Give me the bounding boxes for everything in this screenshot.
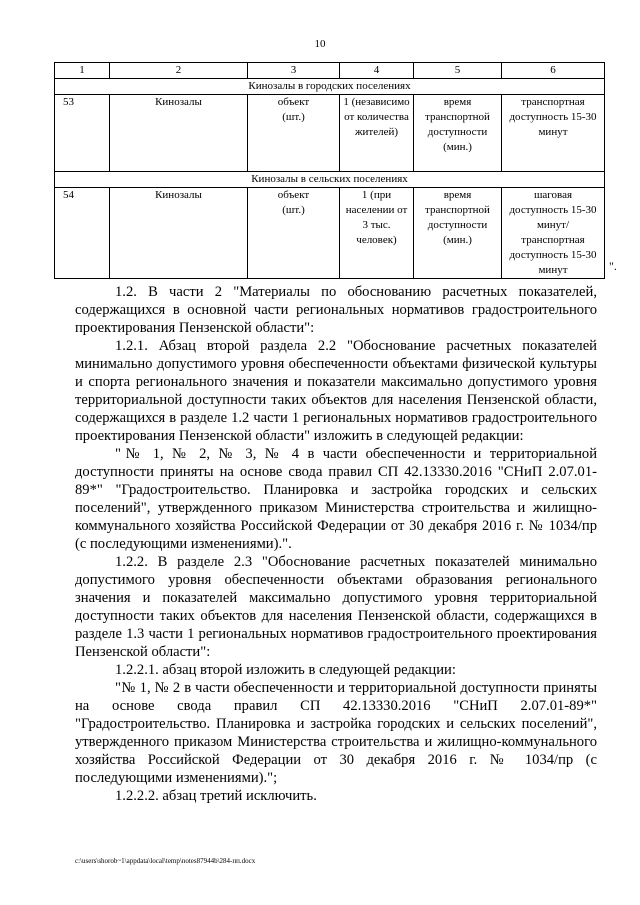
row-indicator: время транспортной доступности (мин.): [414, 188, 502, 279]
row-unit: объект (шт.): [248, 95, 340, 172]
row-number: 54: [55, 188, 110, 279]
row-number: 53: [55, 95, 110, 172]
file-path-footer: c:\users\shorob~1\appdata\local\temp\notes87944b\284-пп.docx: [75, 857, 256, 865]
header-cell: 4: [340, 63, 414, 79]
section-title-urban: Кинозалы в городских поселениях: [55, 79, 605, 95]
section-row-rural: [55, 172, 605, 188]
norms-table: [54, 62, 605, 279]
paragraph: 1.2.1. Абзац второй раздела 2.2 "Обоснование расчетных показателей минимально допустимого уровня обеспеченности объектами физической культуры и спорта регионального значения и показатели максимально допустимого уровня территориальной доступности таких объектов для населения Пензенской области, содержащихся в разделе 1.2 части 1 региональных нормативов градостроительного проектирования Пензенской области" изложить в следующей редакции:: [75, 338, 597, 444]
row-norm: 1 (при населении от 3 тыс. человек): [340, 188, 414, 279]
section-row-urban: [55, 79, 605, 95]
paragraph: 1.2. В части 2 "Материалы по обоснованию расчетных показателей, содержащихся в основной части региональных нормативов градостроительного проектирования Пензенской области":: [75, 284, 597, 336]
page-number: 10: [314, 38, 326, 50]
table-row: [55, 188, 605, 279]
header-cell: 6: [502, 63, 605, 79]
paragraph: 1.2.2.2. абзац третий исключить.: [115, 788, 317, 804]
table-header-row: [55, 63, 605, 79]
paragraph: "№ 1, № 2 в части обеспеченности и территориальной доступности приняты на основе свода правил СП 42.13330.2016 "СНиП 2.07.01-89*" "Градостроительство. Планировка и застройка городских и сельских поселений", утвержденного приказом Министерства строительства и жилищно-коммунального хозяйства Российской Федерации от 30 декабря 2016 г. № 1034/пр (с последующими изменениями).";: [75, 680, 597, 786]
row-indicator: время транспортной доступности (мин.): [414, 95, 502, 172]
row-name: Кинозалы: [110, 188, 248, 279]
document-body: [75, 283, 597, 805]
table-closing-quote: ".: [609, 259, 617, 273]
row-value: шаговая доступность 15-30 минут/ транспортная доступность 15-30 минут: [502, 188, 605, 279]
paragraph: "№ 1, № 2, № 3, № 4 в части обеспеченности и территориальной доступности приняты на основе свода правил СП 42.13330.2016 "СНиП 2.07.01-89*" "Градостроительство. Планировка и застройка городских и сельских поселений", утвержденного приказом Министерства строительства и жилищно-коммунального хозяйства Российской Федерации от 30 декабря 2016 г. № 1034/пр (с последующими изменениями).".: [75, 446, 597, 552]
table-row: [55, 95, 605, 172]
row-value: транспортная доступность 15-30 минут: [502, 95, 605, 172]
header-cell: 5: [414, 63, 502, 79]
paragraph: 1.2.2.1. абзац второй изложить в следующей редакции:: [115, 662, 456, 678]
paragraph: 1.2.2. В разделе 2.3 "Обоснование расчетных показателей минимально допустимого уровня обеспеченности объектами образования регионального значения и показателей максимально допустимого уровня территориальной доступности таких объектов для населения Пензенской области, содержащихся в разделе 1.3 части 1 региональных нормативов градостроительного проектирования Пензенской области":: [75, 554, 597, 660]
section-title-rural: Кинозалы в сельских поселениях: [55, 172, 605, 188]
row-name: Кинозалы: [110, 95, 248, 172]
row-norm: 1 (независимо от количества жителей): [340, 95, 414, 172]
row-unit: объект (шт.): [248, 188, 340, 279]
header-cell: 1: [55, 63, 110, 79]
header-cell: 2: [110, 63, 248, 79]
header-cell: 3: [248, 63, 340, 79]
